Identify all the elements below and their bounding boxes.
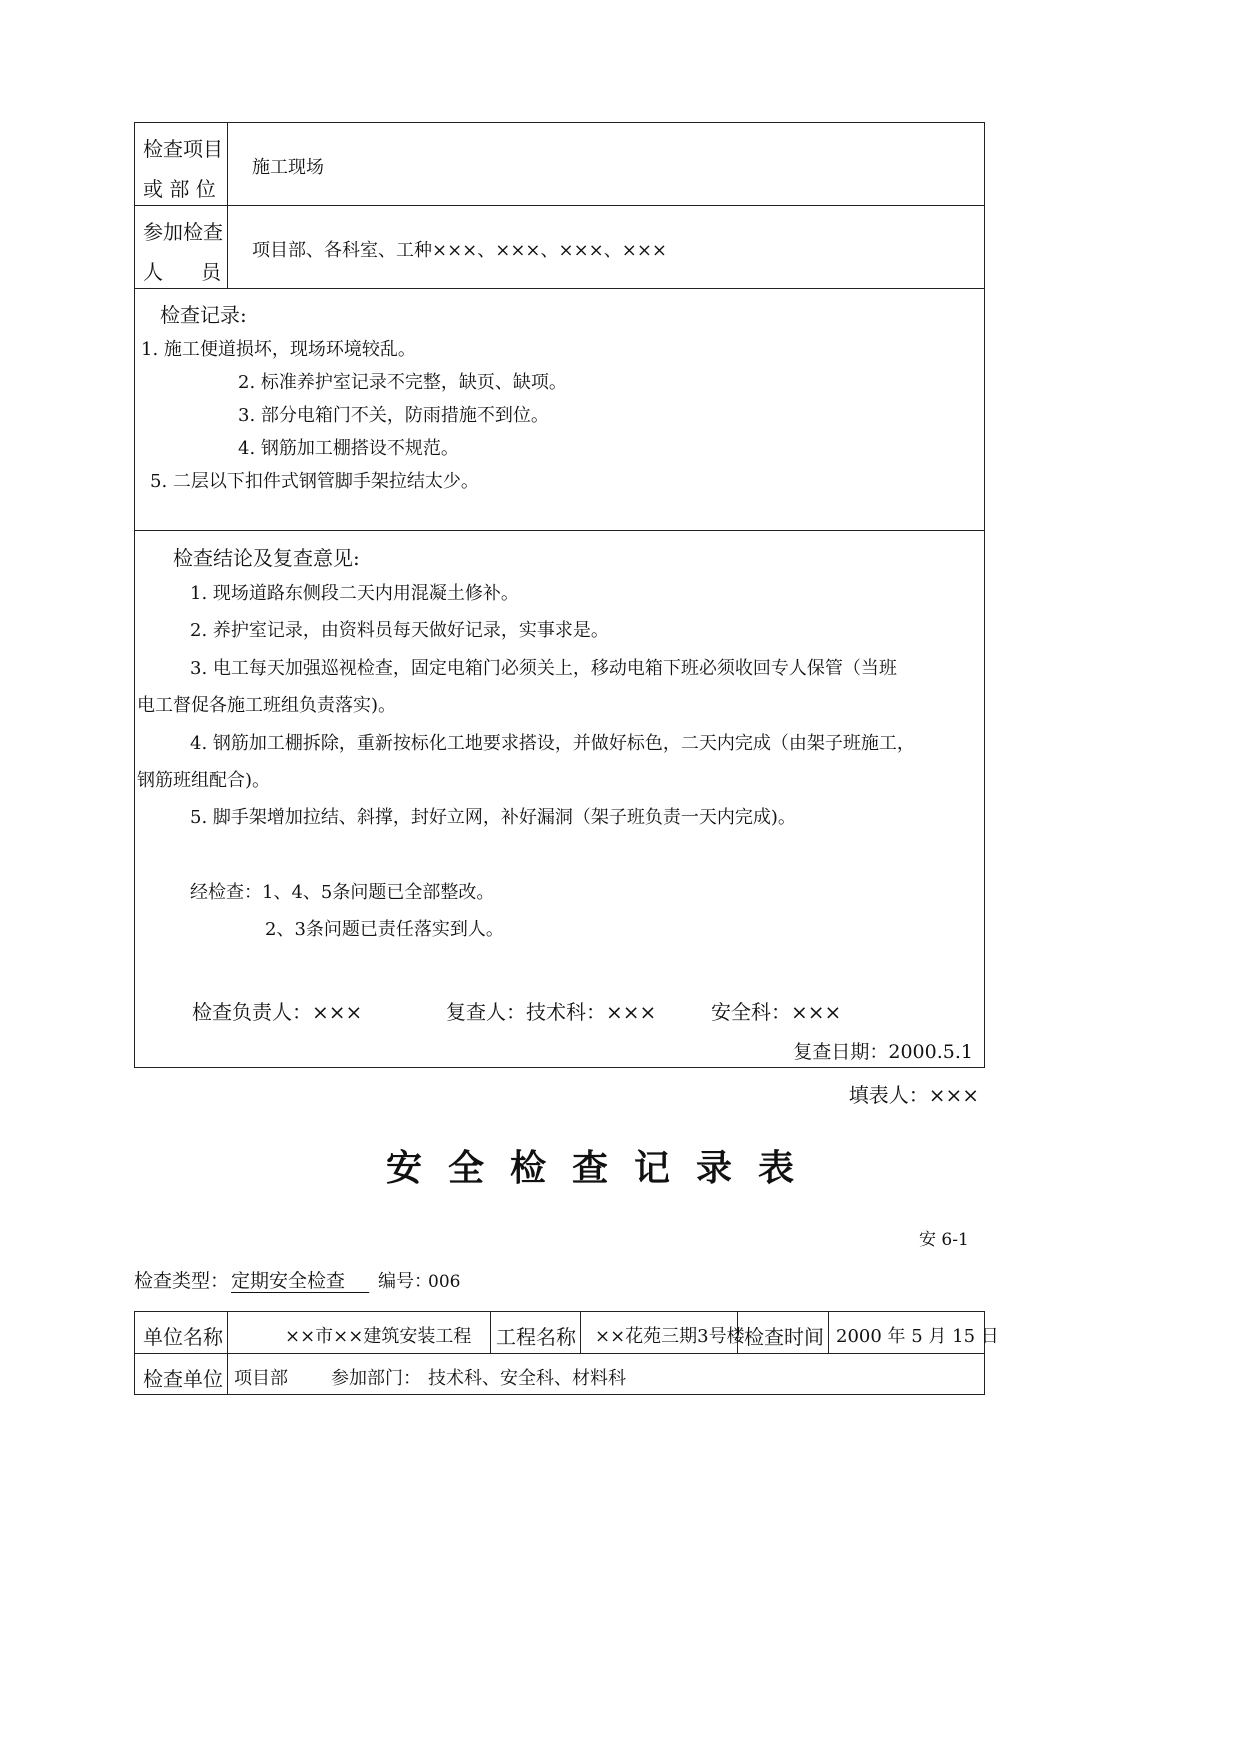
document-title: 安全检查记录表 — [386, 1147, 821, 1189]
inspection-item-value: 施工现场 — [252, 157, 324, 178]
project-name-value: ××花苑三期3号楼 — [595, 1326, 745, 1347]
record-item: 5. 二层以下扣件式钢管脚手架拉结太少。 — [150, 471, 479, 492]
record-heading: 检查记录: — [160, 303, 247, 327]
inspection-unit-value: 项目部 — [234, 1368, 288, 1389]
form-filler: 填表人：××× — [848, 1083, 979, 1107]
conclusion-item: 钢筋班组配合)。 — [137, 770, 271, 791]
conclusion-item: 3. 电工每天加强巡视检查，固定电箱门必须关上，移动电箱下班必须收回专人保管（当班 — [190, 658, 897, 679]
participating-dept-value: 技术科、安全科、材料科 — [428, 1368, 626, 1389]
inspection-type-blank — [345, 1270, 369, 1292]
reviewer: 复查人：技术科：××× — [446, 1000, 657, 1024]
conclusion-item: 5. 脚手架增加拉结、斜撑，封好立网，补好漏洞（架子班负责一天内完成)。 — [190, 807, 796, 828]
conclusion-item: 1. 现场道路东侧段二天内用混凝土修补。 — [190, 583, 519, 604]
record-item: 2. 标准养护室记录不完整，缺页、缺项。 — [238, 372, 567, 393]
responsible-person: 检查负责人：××× — [192, 1000, 363, 1024]
inspection-unit-label: 检查单位 — [143, 1367, 223, 1391]
record-item: 1. 施工便道损坏，现场环境较乱。 — [141, 339, 416, 360]
inspection-time-label: 检查时间 — [744, 1325, 824, 1349]
row-divider — [134, 530, 985, 531]
row-divider — [134, 1353, 985, 1354]
col-divider — [580, 1311, 581, 1353]
inspection-type-value — [231, 1272, 369, 1291]
after-check-line: 经检查：1、4、5条问题已全部整改。 — [190, 882, 495, 903]
record-item: 3. 部分电箱门不关，防雨措施不到位。 — [238, 405, 549, 426]
number-label: 编号： — [378, 1271, 432, 1292]
unit-name-label: 单位名称 — [143, 1325, 223, 1349]
row-divider — [134, 288, 985, 289]
after-check-line: 2、3条问题已责任落实到人。 — [265, 919, 504, 940]
col-divider — [828, 1311, 829, 1353]
form-code: 安 6-1 — [919, 1230, 969, 1250]
number-value: 006 — [428, 1272, 461, 1292]
unit-name-value: ××市××建筑安装工程 — [285, 1326, 472, 1347]
participating-dept-label: 参加部门： — [331, 1368, 421, 1389]
inspection-time-value: 2000 年 5 月 15 日 — [836, 1326, 999, 1347]
inspection-type-text: 定期安全检查 — [231, 1270, 346, 1292]
inspection-type-label: 检查类型： — [134, 1270, 230, 1292]
inspection-item-label-2: 或 部 位 — [143, 177, 216, 201]
conclusion-heading: 检查结论及复查意见: — [173, 546, 360, 570]
record-item: 4. 钢筋加工棚搭设不规范。 — [238, 438, 459, 459]
col-divider — [227, 1311, 228, 1395]
participants-value: 项目部、各科室、工种×××、×××、×××、××× — [252, 240, 667, 261]
participants-label: 参加检查 — [143, 220, 223, 244]
col-divider — [490, 1311, 491, 1353]
conclusion-item: 4. 钢筋加工棚拆除，重新按标化工地要求搭设，并做好标色，二天内完成（由架子班施工， — [190, 733, 915, 754]
conclusion-item: 电工督促各施工班组负责落实)。 — [137, 695, 397, 716]
conclusion-item: 2. 养护室记录，由资料员每天做好记录，实事求是。 — [190, 620, 609, 641]
project-name-label: 工程名称 — [496, 1325, 576, 1349]
review-date: 复查日期：2000.5.1 — [793, 1041, 973, 1063]
inspection-item-label: 检查项目 — [143, 137, 223, 161]
safety-dept: 安全科：××× — [711, 1000, 842, 1024]
row-divider — [134, 205, 985, 206]
participants-label-2: 人 员 — [143, 260, 222, 284]
